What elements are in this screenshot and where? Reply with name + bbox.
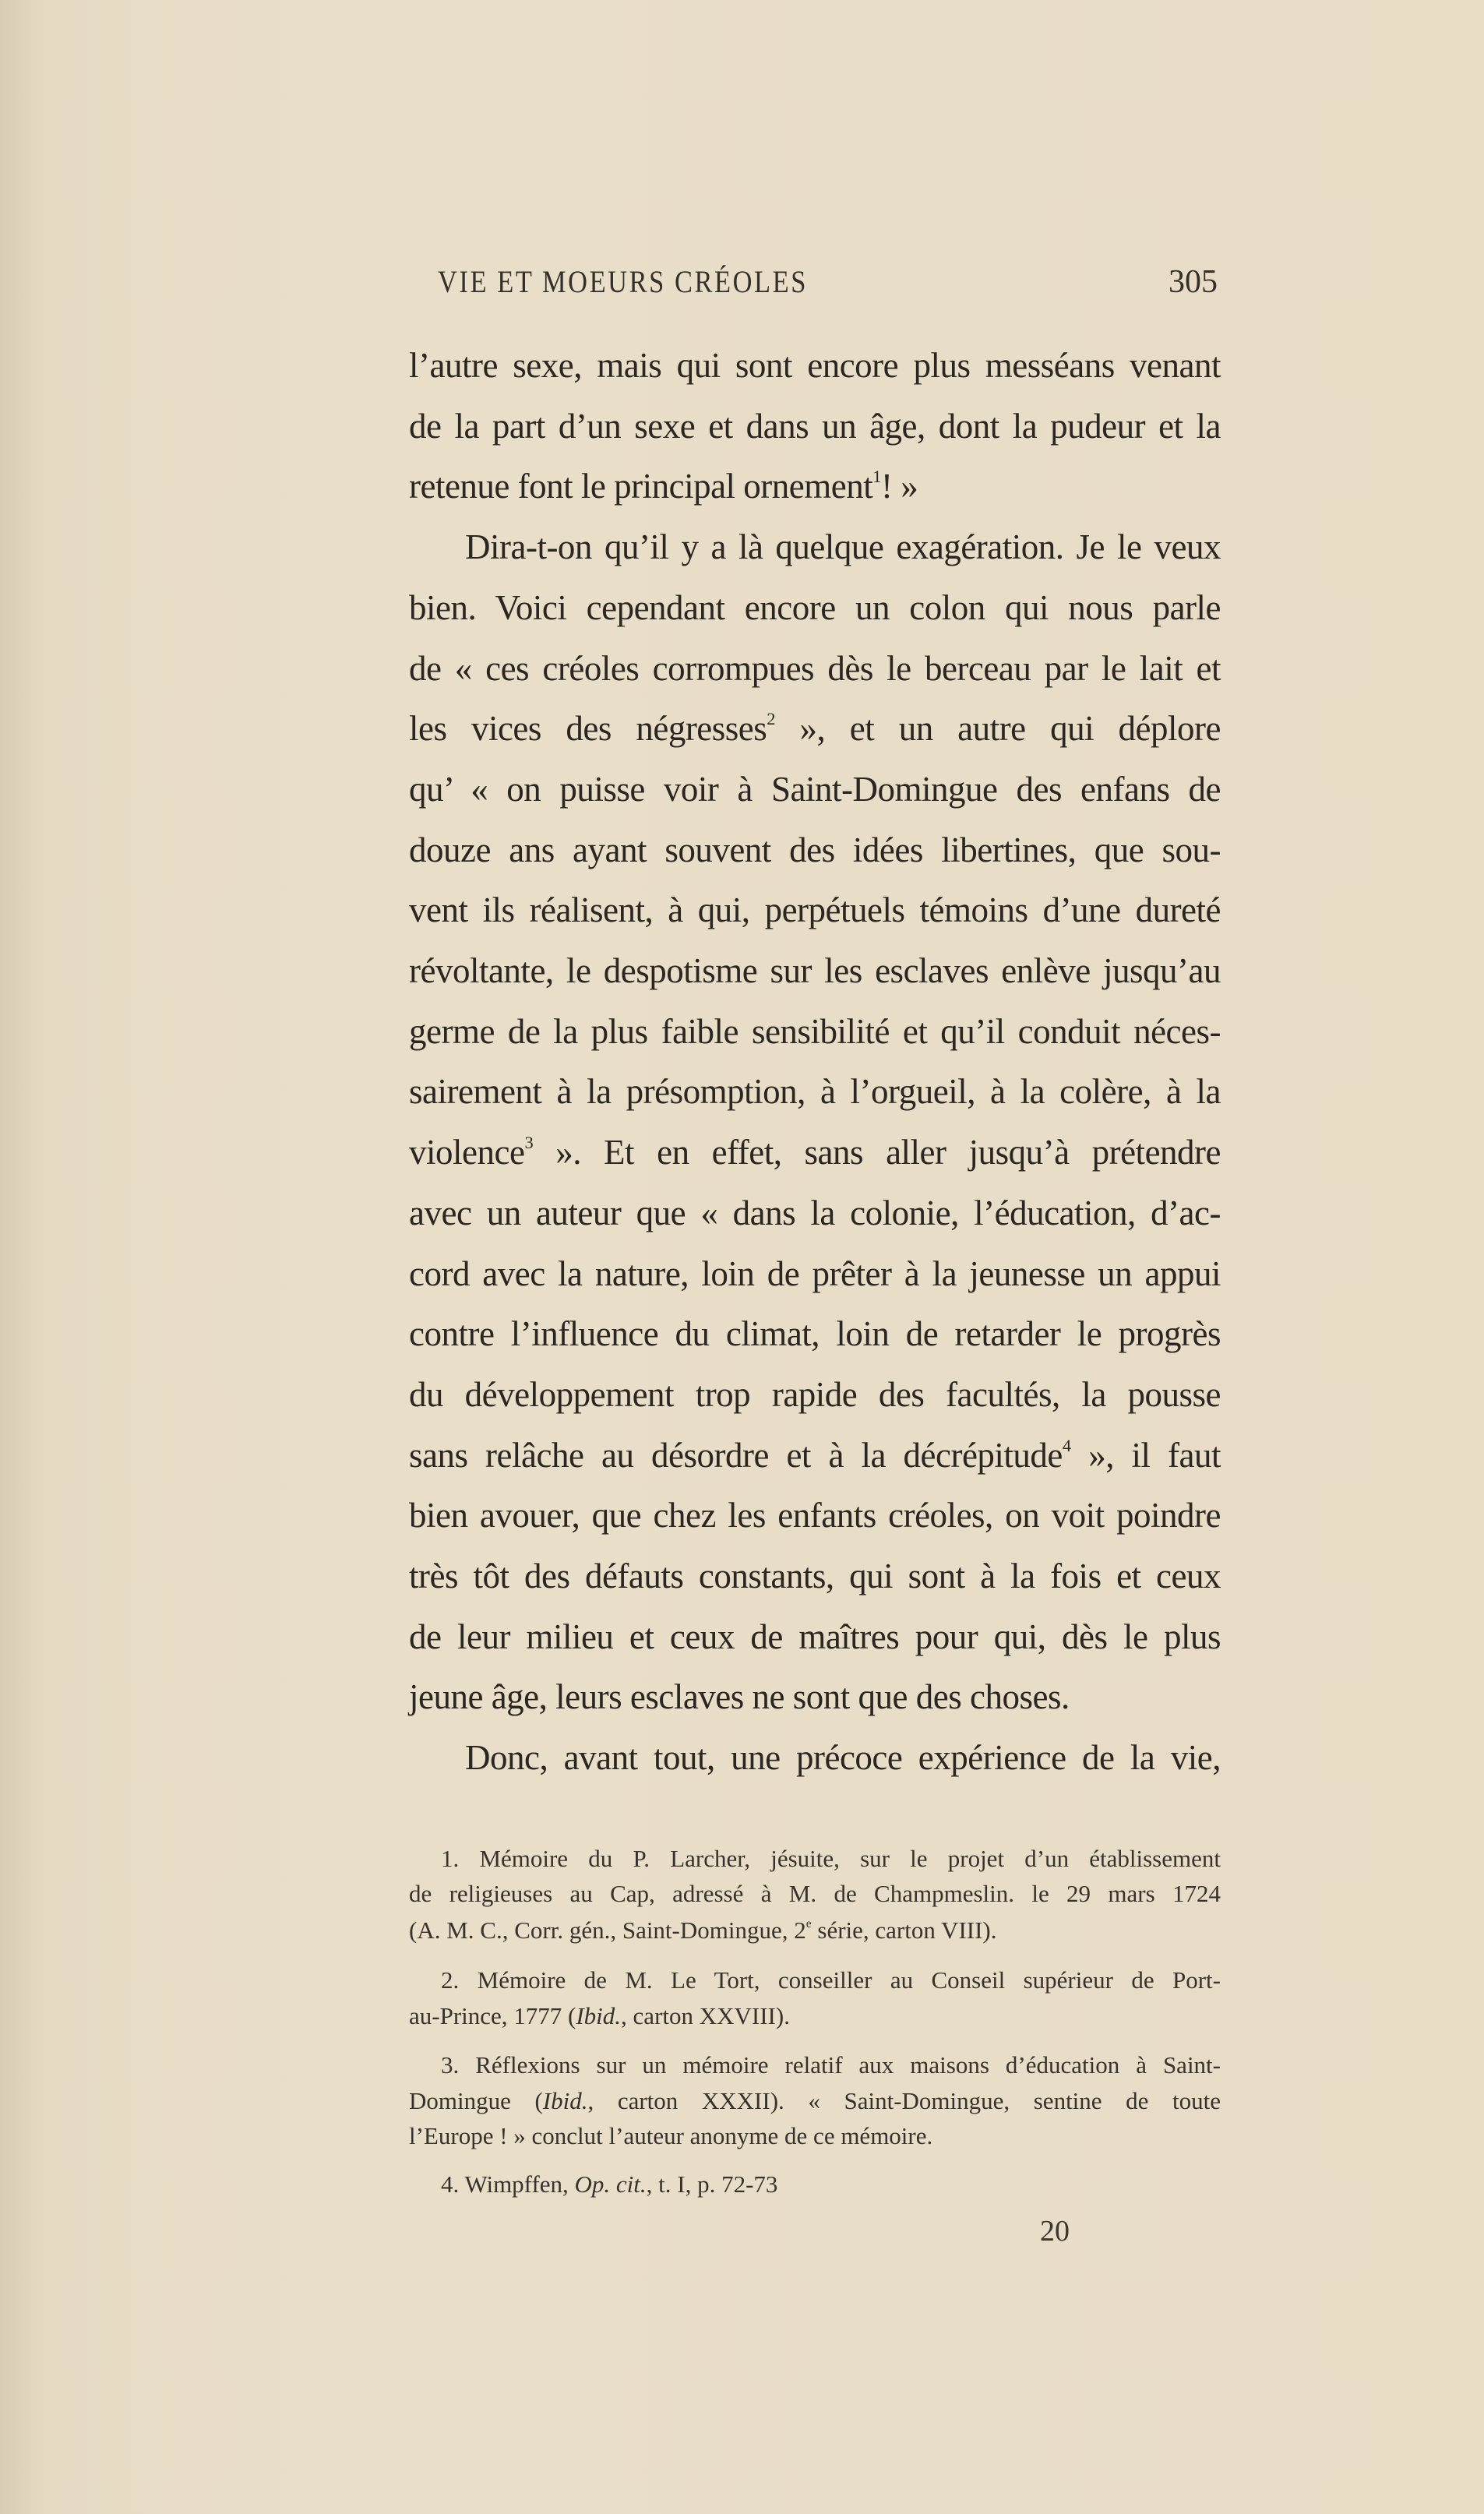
text-run: , carton XXXII). « Saint-Domingue, sentine de toute xyxy=(587,2087,1221,2114)
body-line xyxy=(409,705,1221,752)
body-line xyxy=(409,1492,1221,1539)
text-run: 2. Mémoire de M. Le Tort, conseiller au Conseil supérieur de Port- xyxy=(441,1966,1221,1994)
text-run: série, carton VIII). xyxy=(811,1916,997,1944)
text-run: bien. Voici cependant encore un colon qui nous parle xyxy=(409,587,1221,627)
footnote-marker: 3 xyxy=(524,1132,534,1152)
body-line xyxy=(409,342,1221,389)
text-run: sairement à la présomption, à l’orgueil, à la colère, à la xyxy=(409,1072,1221,1112)
text-run: (A. M. C., Corr. gén., Saint-Domingue, 2 xyxy=(409,1916,806,1944)
body-line xyxy=(409,827,1221,873)
italic-text: Op. cit. xyxy=(574,2170,647,2198)
body-line xyxy=(409,1310,1221,1357)
text-run: cord avec la nature, loin de prêter à la jeunesse un appui xyxy=(409,1253,1221,1293)
footnote-marker: 2 xyxy=(767,708,776,728)
text-run: », et un autre qui déplore xyxy=(775,709,1221,749)
italic-text: Ibid. xyxy=(576,2002,622,2029)
text-run: du développement trop rapide des facultés, la pousse xyxy=(409,1374,1221,1414)
italic-text: Ibid. xyxy=(542,2087,588,2114)
text-run: retenue font le principal ornement xyxy=(409,467,873,506)
footnote-line xyxy=(409,1877,1221,1911)
footnote-line xyxy=(409,1913,1221,1948)
body-line xyxy=(409,1008,1221,1055)
text-run: vent ils réalisent, à qui, perpétuels témoins d’une dureté xyxy=(409,890,1221,930)
body-line xyxy=(409,766,1221,813)
text-run: Domingue ( xyxy=(409,2087,543,2114)
text-run: de leur milieu et ceux de maîtres pour qui, dès le plus xyxy=(409,1617,1221,1656)
body-line xyxy=(409,463,1221,509)
text-run: l’Europe ! » conclut l’auteur anonyme de ce mémoire. xyxy=(409,2122,933,2149)
text-run: de la part d’un sexe et dans un âge, dont la pudeur et la xyxy=(409,406,1221,446)
text-run: avec un auteur que « dans la colonie, l’éducation, d’ac- xyxy=(409,1193,1221,1232)
body-line xyxy=(409,1371,1221,1418)
body-line xyxy=(409,1190,1221,1236)
text-run: », il faut xyxy=(1070,1435,1221,1475)
footnote-marker: 1 xyxy=(872,467,881,487)
text-run: 3. Réflexions sur un mémoire relatif aux maisons d’éducation à Saint- xyxy=(441,2051,1221,2079)
footnote-line xyxy=(441,2167,1221,2202)
text-run: bien avouer, que chez les enfants créoles, on voit poindre xyxy=(409,1496,1221,1536)
body-line xyxy=(409,403,1221,450)
text-run: ! » xyxy=(881,467,918,506)
text-run: , carton XXVIII). xyxy=(621,2002,790,2029)
page-number: 305 xyxy=(1169,264,1218,300)
body-line xyxy=(409,1432,1221,1479)
text-run: sans relâche au désordre et à la décrépitude xyxy=(409,1435,1063,1475)
body-line xyxy=(409,1553,1221,1599)
footnote-line xyxy=(409,2084,1221,2118)
body-line xyxy=(409,645,1221,692)
text-run: très tôt des défauts constants, qui sont à la fois et ceux xyxy=(409,1557,1221,1595)
running-title: VIE ET MOEURS CRÉOLES xyxy=(438,264,808,299)
body-line xyxy=(465,524,1221,570)
text-run: jeune âge, leurs esclaves ne sont que des choses. xyxy=(409,1677,1070,1717)
footnote-line xyxy=(409,2119,1221,2153)
text-run: Dira-t-on qu’il y a là quelque exagération. Je le veux xyxy=(465,527,1221,567)
footnote-marker: e xyxy=(805,1917,812,1931)
text-run: douze ans ayant souvent des idées libertines, que sou- xyxy=(409,830,1221,869)
text-run: contre l’influence du climat, loin de retarder le progrès xyxy=(409,1314,1221,1354)
text-run: au-Prince, 1777 ( xyxy=(409,2002,576,2029)
body-line xyxy=(409,887,1221,933)
footnote-line xyxy=(441,1963,1221,1997)
footnote-line xyxy=(441,1842,1221,1876)
body-line xyxy=(409,1673,1221,1720)
body-line xyxy=(409,947,1221,994)
text-run: de « ces créoles corrompues dès le berceau par le lait et xyxy=(409,648,1221,688)
body-line xyxy=(409,1613,1221,1660)
body-line xyxy=(409,1250,1221,1297)
text-run: 4. Wimpffen, xyxy=(441,2170,575,2198)
text-run: 1. Mémoire du P. Larcher, jésuite, sur le projet d’un établissement xyxy=(441,1845,1221,1872)
body-line xyxy=(409,1068,1221,1115)
text-run: germe de la plus faible sensibilité et qu’il conduit néces- xyxy=(409,1011,1221,1051)
body-line xyxy=(409,1129,1221,1176)
body-line xyxy=(465,1734,1221,1781)
footnote-line xyxy=(409,1999,1221,2033)
text-run: qu’ « on puisse voir à Saint-Domingue des enfans de xyxy=(409,769,1221,809)
text-run: , t. I, p. 72-73 xyxy=(646,2170,778,2198)
footnote-marker: 4 xyxy=(1062,1435,1071,1455)
signature-mark: 20 xyxy=(1040,2215,1070,2248)
text-run: ». Et en effet, sans aller jusqu’à prétendre xyxy=(533,1133,1221,1172)
text-run: l’autre sexe, mais qui sont encore plus messéans venant xyxy=(409,346,1221,385)
text-run: de religieuses au Cap, adressé à M. de Champmeslin. le 29 mars 1724 xyxy=(409,1880,1221,1907)
text-run: les vices des négresses xyxy=(409,709,767,749)
body-line xyxy=(409,584,1221,631)
text-run: révoltante, le despotisme sur les esclaves enlève jusqu’au xyxy=(409,951,1221,990)
text-run: Donc, avant tout, une précoce expérience de la vie, xyxy=(465,1738,1221,1778)
footnote-line xyxy=(441,2048,1221,2082)
text-run: violence xyxy=(409,1133,525,1172)
